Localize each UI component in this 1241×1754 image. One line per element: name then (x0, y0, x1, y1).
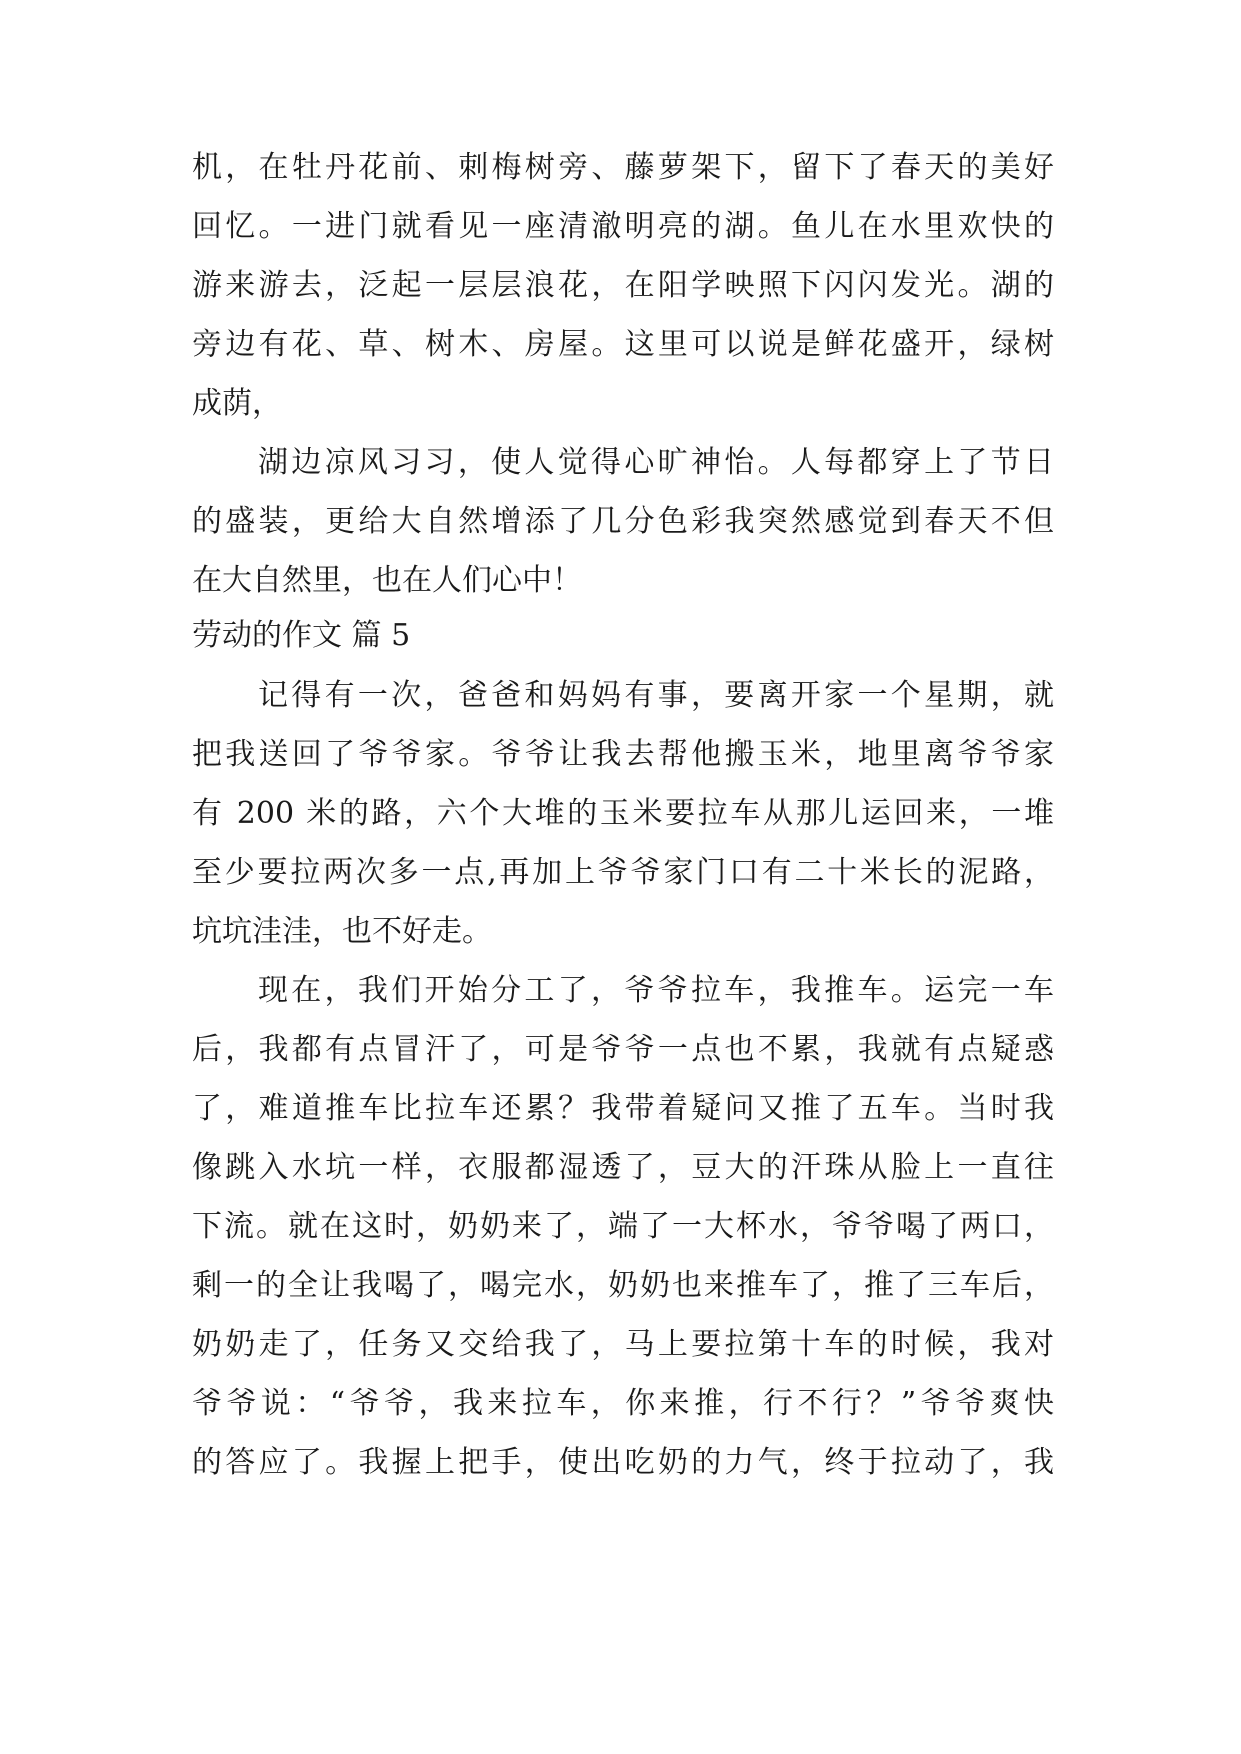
paragraph-line: 旁边有花、草、树木、房屋。这里可以说是鲜花盛开，绿树 (192, 327, 1054, 362)
essay-body (192, 666, 1054, 1492)
paragraph-line: 有 200 米的路，六个大堆的玉米要拉车从那儿运回来，一堆 (192, 796, 1054, 831)
paragraph-line: 把我送回了爷爷家。爷爷让我去帮他搬玉米，地里离爷爷家 (192, 737, 1054, 772)
paragraph-line: 记得有一次，爸爸和妈妈有事，要离开家一个星期，就 (258, 678, 1054, 713)
paragraph-line: 的盛装，更给大自然增添了几分色彩我突然感觉到春天不但 (192, 504, 1054, 539)
paragraph-line: 回忆。一进门就看见一座清澈明亮的湖。鱼儿在水里欢快的 (192, 209, 1054, 244)
paragraph-line: 剩一的全让我喝了，喝完水，奶奶也来推车了，推了三车后， (192, 1268, 1054, 1303)
paragraph-line: 奶奶走了，任务又交给我了，马上要拉第十车的时候，我对 (192, 1327, 1054, 1362)
paragraph-line: 成荫， (192, 386, 282, 421)
paragraph-line: 在大自然里，也在人们心中！ (192, 563, 582, 598)
paragraph-line: 的答应了。我握上把手，使出吃奶的力气，终于拉动了，我 (192, 1445, 1054, 1480)
section-heading: 劳动的作文 篇 5 (192, 618, 411, 653)
paragraph-line: 至少要拉两次多一点,再加上爷爷家门口有二十米长的泥路， (192, 855, 1054, 890)
paragraph-line: 像跳入水坑一样，衣服都湿透了，豆大的汗珠从脸上一直往 (192, 1150, 1054, 1185)
essay-continuation (192, 138, 1054, 610)
paragraph-line: 下流。就在这时，奶奶来了，端了一大杯水，爷爷喝了两口， (192, 1209, 1054, 1244)
paragraph-line: 游来游去，泛起一层层浪花，在阳学映照下闪闪发光。湖的 (192, 268, 1054, 303)
paragraph-line: 后，我都有点冒汗了，可是爷爷一点也不累，我就有点疑惑 (192, 1032, 1054, 1067)
paragraph-line: 湖边凉风习习，使人觉得心旷神怡。人每都穿上了节日 (258, 445, 1054, 480)
paragraph-line: 爷爷说：“爷爷，我来拉车，你来推，行不行？”爷爷爽快 (192, 1386, 1054, 1421)
paragraph-line: 机，在牡丹花前、刺梅树旁、藤萝架下，留下了春天的美好 (192, 150, 1054, 185)
paragraph-line: 坑坑洼洼，也不好走。 (192, 914, 492, 949)
paragraph-line: 了，难道推车比拉车还累？我带着疑问又推了五车。当时我 (192, 1091, 1054, 1126)
paragraph-line: 现在，我们开始分工了，爷爷拉车，我推车。运完一车 (258, 973, 1054, 1008)
